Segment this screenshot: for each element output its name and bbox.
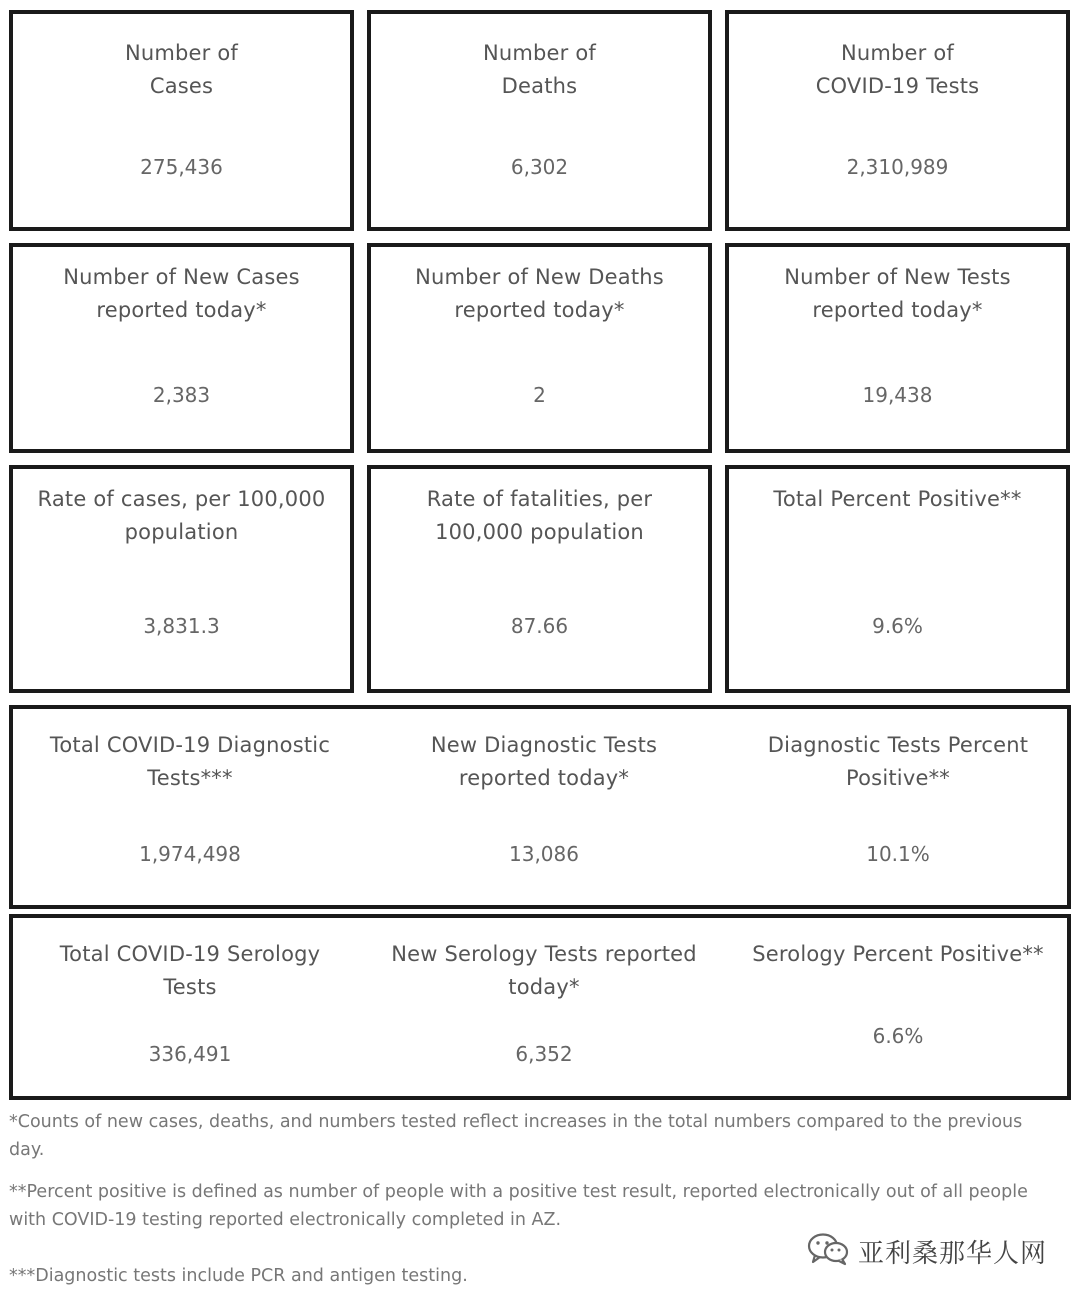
tile-case-rate (9, 465, 354, 693)
tile-title: Number of Cases (124, 41, 239, 98)
tile-value: 6,352 (515, 1042, 573, 1066)
tile-value: 2 (533, 383, 546, 407)
tile-percent-positive (725, 465, 1070, 693)
watermark (806, 1231, 1047, 1271)
tile-value: 9.6% (872, 614, 923, 638)
tile-title: Number of New Tests reported today* (784, 265, 1011, 322)
diagnostic-new (367, 709, 721, 905)
tile-title: Rate of fatalities, per 100,000 population (426, 487, 653, 544)
footnote-percent-positive: **Percent positive is defined as number of people with a positive test result, reported electronically out of all people with COVID-19 testing reported electronically completed in AZ. (9, 1182, 1028, 1230)
tile-value: 13,086 (509, 842, 579, 866)
diagnostic-panel (9, 705, 1071, 909)
tile-value: 10.1% (866, 842, 930, 866)
tile-deaths (367, 10, 712, 231)
tile-value: 6.6% (872, 1024, 924, 1048)
tile-title: Total Percent Positive** (773, 487, 1022, 511)
tile-title: Total COVID-19 Diagnostic Tests*** (49, 733, 331, 790)
tile-title: New Serology Tests reported today* (391, 942, 697, 999)
tile-tests (725, 10, 1070, 231)
serology-percent (721, 918, 1075, 1096)
tile-title: New Diagnostic Tests reported today* (430, 733, 658, 790)
footnote-new-counts: *Counts of new cases, deaths, and numbers tested reflect increases in the total numbers compared to the previous day. (9, 1112, 1023, 1160)
tile-new-deaths (367, 243, 712, 453)
tile-title: Number of COVID-19 Tests (815, 41, 980, 98)
tile-title: Number of New Deaths reported today* (415, 265, 664, 322)
tile-title: Diagnostic Tests Percent Positive** (767, 733, 1029, 790)
tile-title: Number of New Cases reported today* (63, 265, 300, 322)
tile-value: 275,436 (140, 155, 223, 179)
tile-value: 3,831.3 (143, 614, 220, 638)
serology-panel (9, 914, 1071, 1100)
serology-total (13, 918, 367, 1096)
tile-value: 336,491 (148, 1042, 232, 1066)
tile-title: Rate of cases, per 100,000 population (37, 487, 326, 544)
tile-cases (9, 10, 354, 231)
tile-value: 1,974,498 (139, 842, 241, 866)
tile-value: 2,383 (152, 383, 211, 407)
tile-value: 87.66 (510, 614, 569, 638)
watermark-text: 亚利桑那华人网 (858, 1238, 1048, 1269)
tile-new-tests (725, 243, 1070, 453)
diagnostic-total (13, 709, 367, 905)
tile-value: 19,438 (862, 383, 933, 407)
footnote-diagnostic-tests: ***Diagnostic tests include PCR and antigen testing. (9, 1266, 468, 1286)
wechat-icon (806, 1231, 850, 1271)
tile-new-cases (9, 243, 354, 453)
diagnostic-percent (721, 709, 1075, 905)
tile-title: Number of Deaths (482, 41, 597, 98)
serology-new (367, 918, 721, 1096)
tile-value: 6,302 (510, 155, 569, 179)
tile-fatality-rate (367, 465, 712, 693)
tile-title: Total COVID-19 Serology Tests (59, 942, 321, 999)
tile-value: 2,310,989 (846, 155, 949, 179)
tile-title: Serology Percent Positive** (752, 942, 1044, 966)
